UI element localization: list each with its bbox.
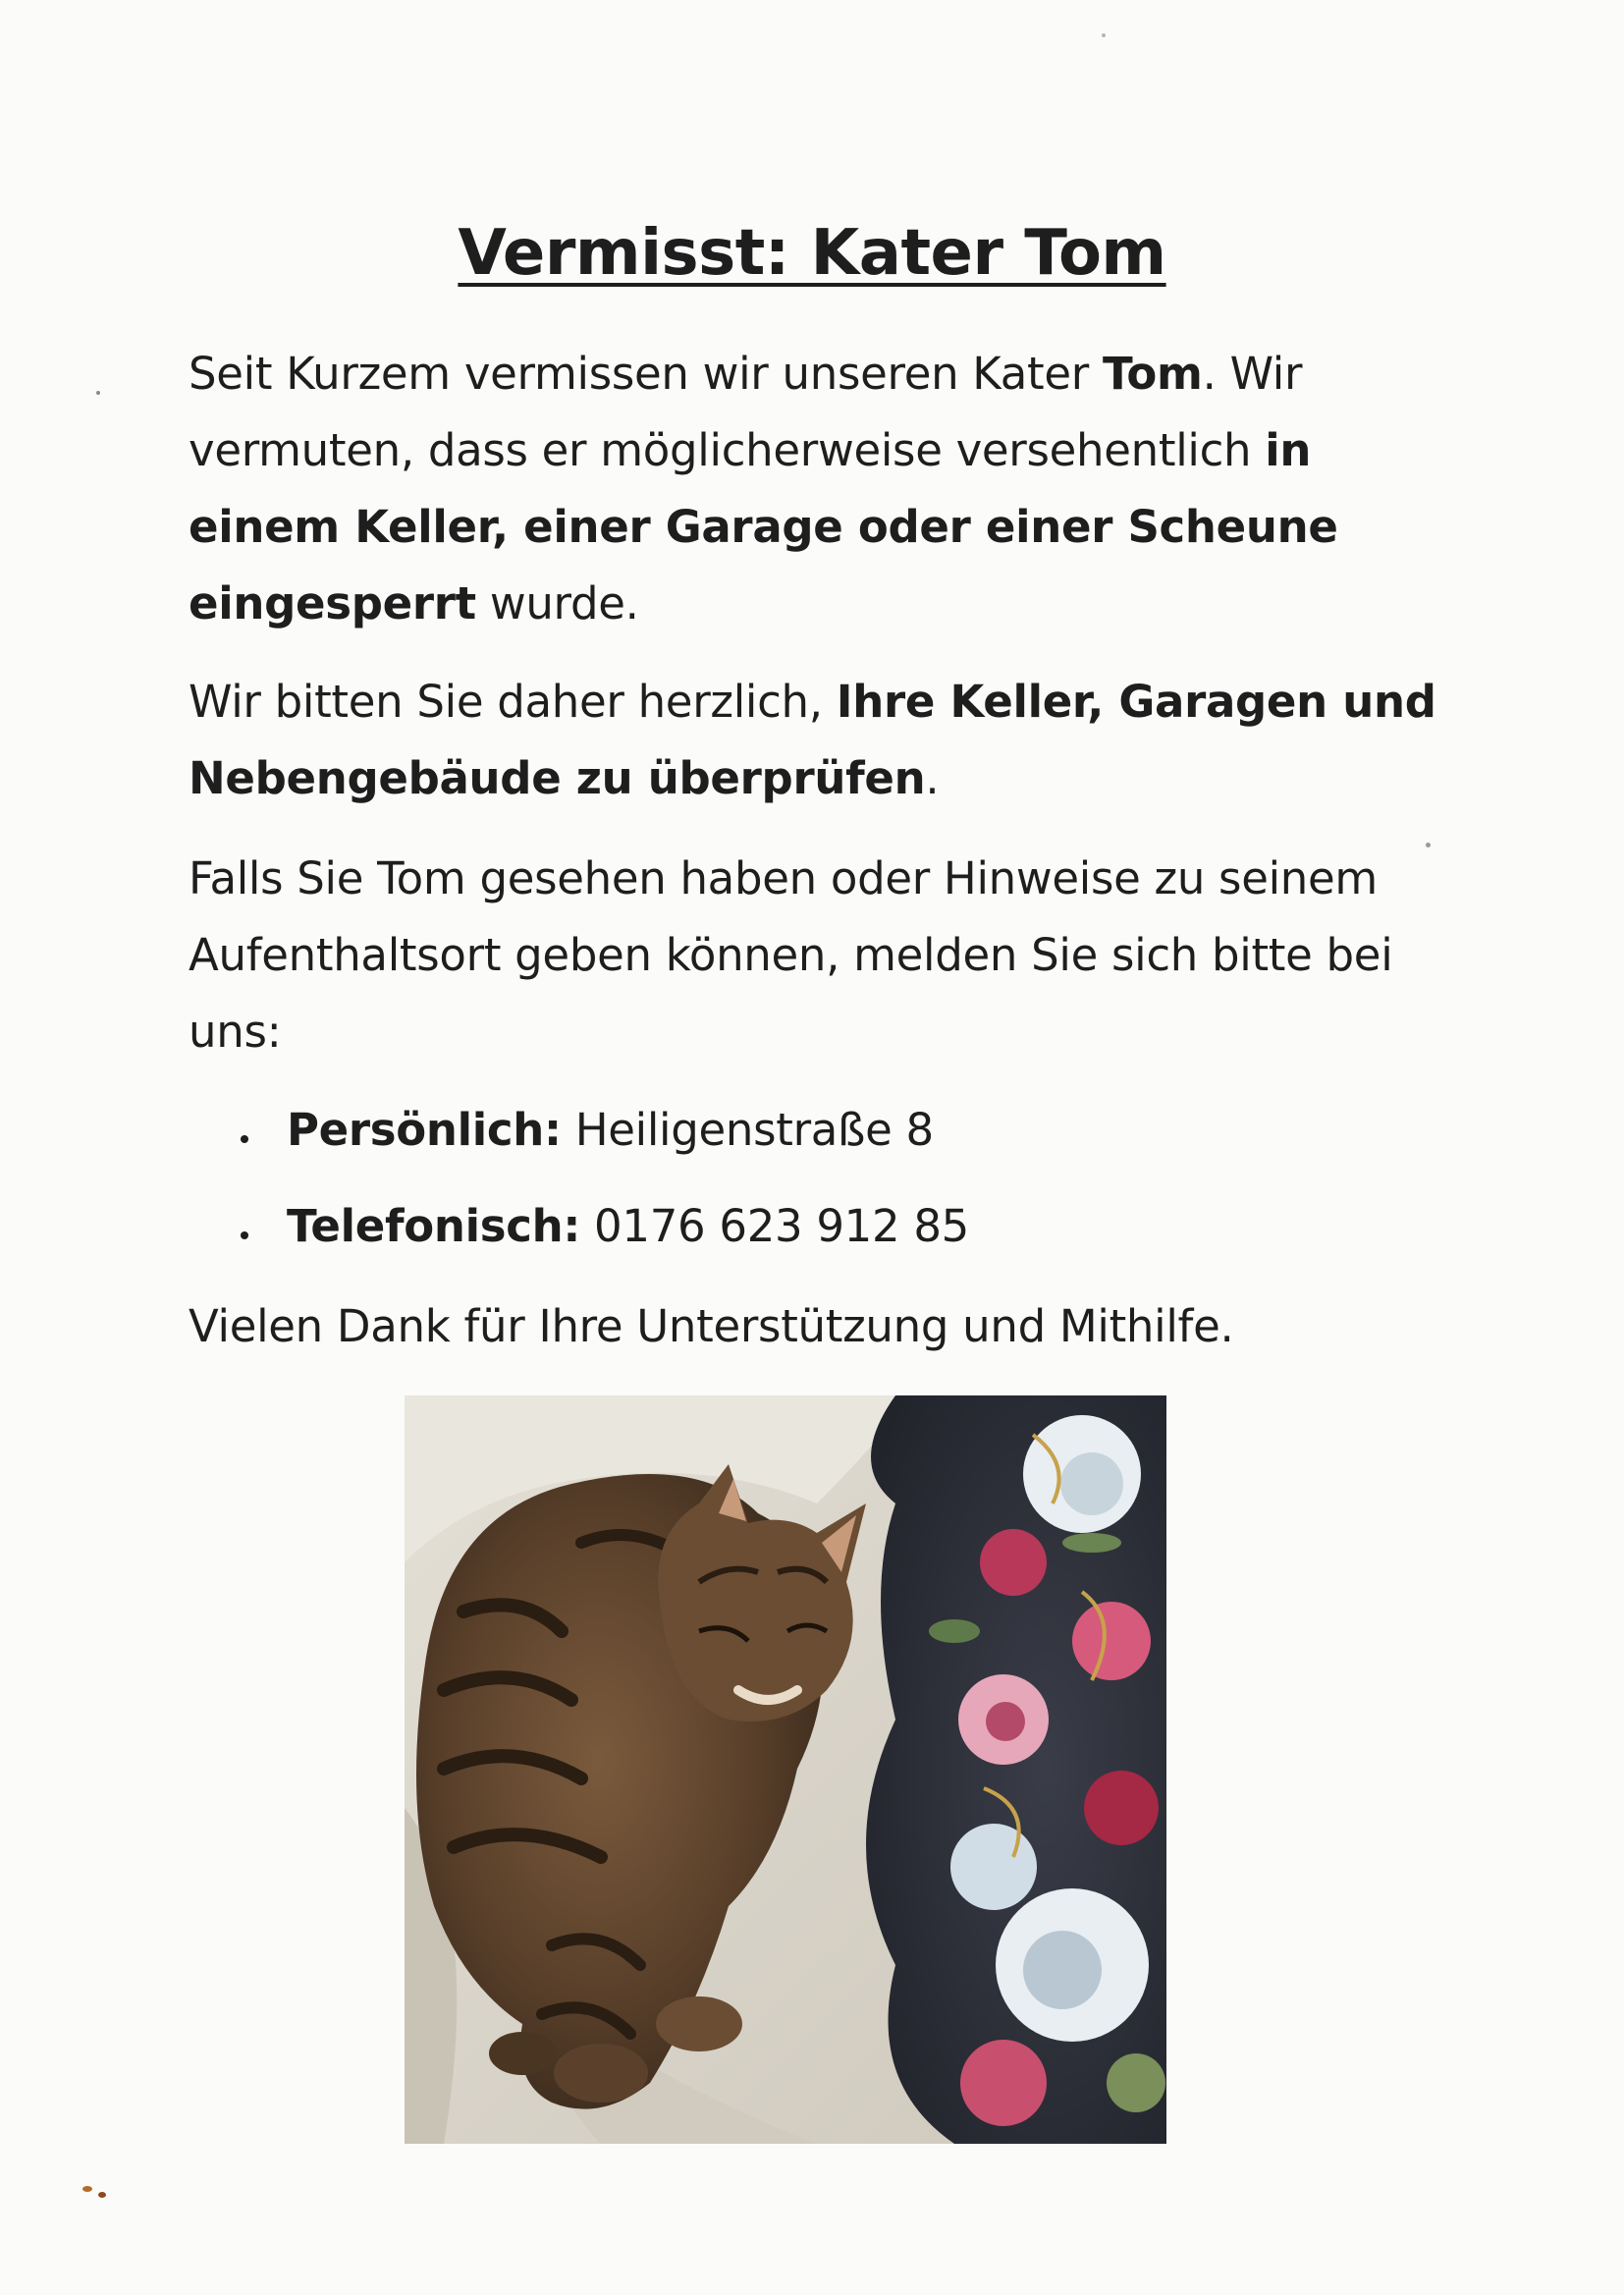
closing-thanks: Vielen Dank für Ihre Unterstützung und Mithilfe. [189, 1300, 1234, 1352]
cat-photo-illustration [405, 1395, 1166, 2144]
paragraph2-bold-request: Ihre Keller, Garagen und Nebengebäude zu überprüfen [189, 676, 1436, 804]
paper-speck [1102, 33, 1106, 37]
bullet-dot [241, 1231, 248, 1239]
paper-speck [98, 2192, 106, 2198]
paper-speck [1426, 843, 1431, 847]
paragraph2-text-1: Wir bitten Sie daher herzlich, [189, 676, 837, 728]
contact-value-phone: 0176 623 912 85 [580, 1200, 970, 1252]
paper-speck [82, 2186, 92, 2192]
paragraph-request [189, 664, 1465, 817]
title-text: Vermisst: Kater Tom [458, 217, 1166, 290]
contact-list [189, 1092, 1465, 1284]
paragraph1-text-3: wurde. [475, 577, 639, 629]
paragraph1-text-2: . Wir vermuten, dass er möglicherweise versehentlich [189, 348, 1303, 476]
contact-item-phone [189, 1188, 1465, 1265]
paragraph-missing-info [189, 336, 1465, 642]
paragraph1-bold-locations: in einem Keller, einer Garage oder einer Scheune eingesperrt [189, 424, 1338, 629]
bullet-dot [241, 1135, 248, 1143]
page-title [0, 214, 1624, 293]
contact-label-phone: Telefonisch: [287, 1200, 581, 1252]
cat-photo [405, 1395, 1166, 2144]
paper-speck [96, 391, 100, 395]
paragraph1-text-1: Seit Kurzem vermissen wir unseren Kater [189, 348, 1103, 400]
paragraph2-text-2: . [925, 752, 940, 804]
contact-item-in-person [189, 1092, 1465, 1169]
paragraph-contact-intro: Falls Sie Tom gesehen haben oder Hinweise zu seinem Aufenthaltsort geben können, melden Sie sich bitte bei uns: [189, 852, 1393, 1058]
contact-value-address: Heiligenstraße 8 [561, 1104, 934, 1156]
contact-label-in-person: Persönlich: [287, 1104, 562, 1156]
paragraph1-bold-name: Tom [1102, 348, 1203, 400]
